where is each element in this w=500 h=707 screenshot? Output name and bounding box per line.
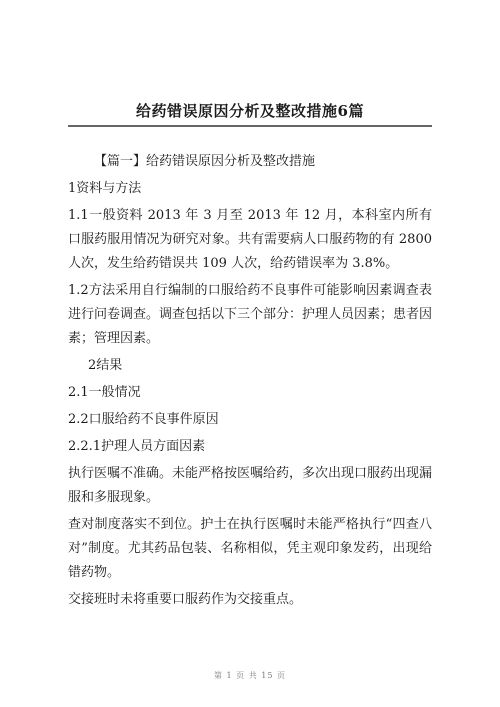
body-line: 服和多服现象。 [68, 490, 160, 505]
body-line: 1.1一般资料 2013 年 3 月至 2013 年 12 月，本科室内所有 [68, 208, 432, 223]
body-line: 2结果 [88, 358, 123, 373]
title-divider [68, 125, 432, 127]
section-heading: 【篇一】给药错误原因分析及整改措施 [94, 154, 316, 169]
document-body [68, 150, 432, 612]
body-line: 2.2.1护理人员方面因素 [68, 439, 206, 454]
body-line: 2.1一般情况 [68, 385, 141, 400]
body-line: 1.2方法采用自行编制的口服给药不良事件可能影响因素调查表 [68, 283, 432, 298]
body-line: 人次，发生给药错误共 109 人次，给药错误率为 3.8%。 [68, 256, 399, 271]
body-line: 对”制度。尤其药品包装、名称相似，凭主观印象发药，出现给 [68, 541, 432, 556]
body-line: 执行医嘱不准确。未能严格按医嘱给药，多次出现口服药出现漏 [68, 466, 432, 481]
body-line: 2.2口服给药不良事件原因 [68, 412, 219, 427]
body-line: 素；管理因素。 [68, 331, 160, 346]
body-line: 进行问卷调查。调查包括以下三个部分：护理人员因素；患者因 [68, 307, 432, 322]
body-line: 错药物。 [68, 565, 121, 580]
body-line: 交接班时未将重要口服药作为交接重点。 [68, 592, 303, 607]
document-title: 给药错误原因分析及整改措施6篇 [136, 102, 364, 120]
page-number-footer: 第 1 页 共 15 页 [214, 671, 286, 680]
body-line: 口服药服用情况为研究对象。共有需要病人口服药物的有 2800 [68, 232, 432, 247]
body-line: 1资料与方法 [68, 181, 142, 196]
body-line: 查对制度落实不到位。护士在执行医嘱时未能严格执行“四查八 [68, 517, 432, 532]
